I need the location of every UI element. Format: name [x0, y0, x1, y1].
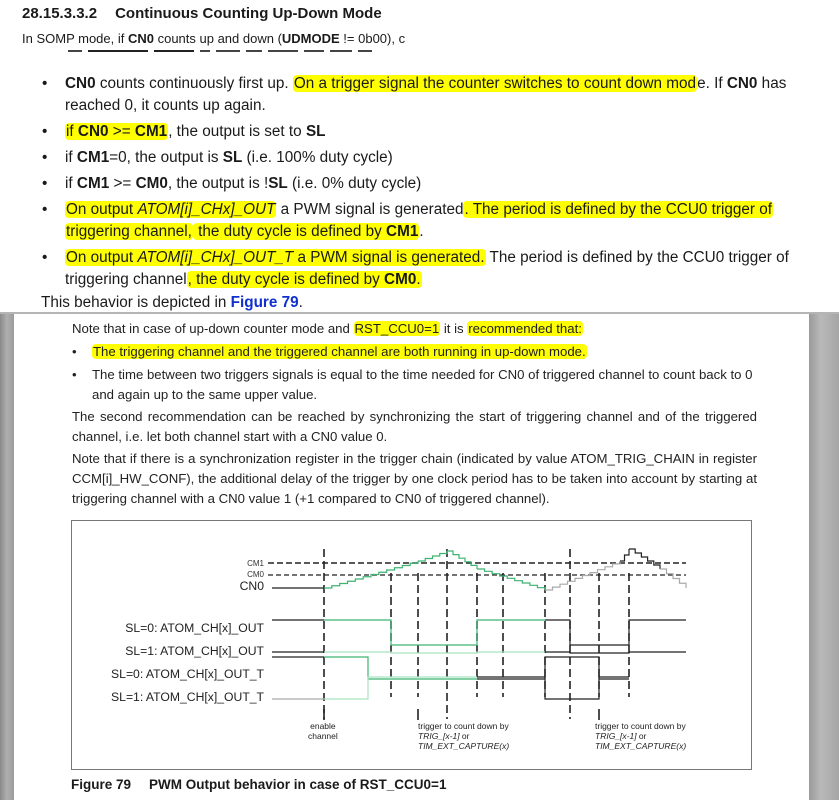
text: The time between two triggers signals is equal to the time needed for CN0 of triggered channel to count back to 0 and again up to the same upper value.: [92, 367, 753, 402]
intro-text: [22, 31, 432, 46]
text: .: [298, 294, 303, 311]
text: , the output is set to: [168, 123, 306, 140]
section-title: Continuous Counting Up-Down Mode: [115, 5, 382, 22]
cn0-ramp-down: [660, 569, 686, 588]
text-italic: ATOM[i]_CHx]_OUT_T: [137, 249, 294, 266]
text-bold: CN0: [726, 75, 758, 92]
section-heading: [22, 5, 382, 22]
section-number: 28.15.3.3.2: [22, 5, 98, 22]
bullet-dot: •: [42, 249, 48, 266]
text: >=: [108, 123, 135, 140]
figure-box: [71, 520, 752, 770]
label-cm0: CM0: [247, 570, 264, 579]
out-sl1-waveform: [545, 652, 686, 653]
bullet-dot: •: [42, 175, 48, 192]
text: =0, the output is: [109, 149, 223, 166]
text-bold: CN0: [65, 75, 96, 92]
text: .: [416, 271, 421, 288]
note-recommendation: [72, 319, 757, 339]
highlight: recommended that:: [468, 321, 582, 336]
highlight: [187, 271, 422, 288]
text-bold: CM0: [135, 175, 168, 192]
highlight: [65, 123, 168, 140]
out-sl0-waveform: [545, 620, 686, 645]
text-bold: CM1: [134, 123, 168, 140]
highlight: The triggering channel and the triggered channel are both running in up-down mode.: [93, 344, 586, 359]
text: In SOMP mode, if: [22, 31, 128, 46]
text-bold: CM0: [384, 271, 417, 288]
annotation-trigger-1: [418, 721, 509, 751]
text-italic: TIM_EXT_CAPTURE(x): [595, 741, 687, 751]
cn0-ramp-up: [620, 549, 629, 561]
text: counts up and down (: [153, 31, 282, 46]
outt-sl0-waveform: [477, 657, 629, 679]
text: On output: [66, 201, 138, 218]
highlight: triggering channel,: [66, 223, 192, 240]
annotation-trigger-2: [595, 721, 686, 751]
bullet-dot: •: [42, 75, 48, 92]
text-bold: SL: [268, 175, 288, 192]
paragraph: Note that if there is a synchronization register in the trigger chain (indicated by value ATOM_TRIG_CHAIN in register CCM[i]_HW_CONF), the additional delay of the trigger by one clock period has to be taken into account by starting at triggering channel with a CN0 value 1 (+1 compared to CN0 of triggered channel).: [72, 451, 757, 506]
behavior-text: [41, 294, 303, 312]
bullet-dot: •: [42, 201, 48, 218]
annotation-enable-channel: [308, 721, 338, 741]
text: if: [66, 123, 78, 140]
text: This behavior is depicted in: [41, 294, 231, 311]
text: enable: [310, 721, 336, 731]
text-bold: CN0: [77, 123, 109, 140]
text: e. If: [697, 75, 727, 92]
text-bold: SL: [305, 123, 326, 140]
text-italic: ATOM[i]_CHx]_OUT: [137, 201, 276, 218]
text: (i.e. 0% duty cycle): [287, 175, 422, 192]
text: has reached 0, it counts up again.: [65, 75, 787, 114]
page-margin-right: [809, 313, 839, 800]
text: On output: [66, 249, 138, 266]
label-cm1: CM1: [247, 559, 264, 568]
label-out-sl1: SL=1: ATOM_CH[x]_OUT: [125, 644, 264, 658]
text: a PWM signal is generated: [276, 201, 464, 218]
text-bold: CM1: [76, 175, 110, 192]
highlight: RST_CCU0=1: [354, 321, 440, 336]
text: The period is defined by the CCU0 trigger of: [485, 249, 789, 266]
text-bold: UDMODE: [281, 31, 340, 46]
text: != 0b00), c: [339, 31, 406, 46]
cn0-ramp-down: [447, 551, 477, 569]
bullet-dot: •: [42, 123, 48, 140]
text: the duty cycle is defined by: [193, 223, 387, 240]
text-italic: TRIG_[x-1]: [595, 731, 637, 741]
text-bold: CM1: [386, 223, 419, 240]
cn0-ramp-down: [477, 569, 545, 590]
text: trigger to count down by: [418, 721, 509, 731]
label-out-sl0: SL=0: ATOM_CH[x]_OUT: [125, 621, 264, 635]
figure-title: PWM Output behavior in case of RST_CCU0=1: [149, 777, 447, 792]
text: if: [65, 175, 77, 192]
text-bold: CN0: [127, 31, 154, 46]
text: or: [636, 731, 647, 741]
figure-number: Figure 79: [71, 777, 132, 792]
highlight: [193, 223, 419, 240]
text: a PWM signal is generated.: [293, 249, 485, 266]
text: , the duty cycle is defined by: [187, 271, 385, 288]
outt-sl0-waveform: [324, 657, 477, 679]
text-italic: TIM_EXT_CAPTURE(x): [418, 741, 510, 751]
bullet-dot: •: [72, 344, 77, 359]
text: Note that in case of up-down counter mode and: [72, 321, 354, 336]
text-italic: TRIG_[x-1]: [418, 731, 460, 741]
page-top-edge: [0, 312, 839, 314]
text: if: [65, 149, 77, 166]
text: (i.e. 100% duty cycle): [242, 149, 393, 166]
text-bold: CM1: [76, 149, 110, 166]
highlight: [65, 201, 276, 218]
text: .: [419, 223, 424, 240]
bullet-dot: •: [42, 149, 48, 166]
cut-off-text-line: [22, 50, 432, 53]
cn0-ramp-up: [418, 551, 447, 561]
label-outt-sl0: SL=0: ATOM_CH[x]_OUT_T: [111, 667, 264, 681]
text-bold: SL: [222, 149, 243, 166]
text: or: [459, 731, 470, 741]
figure-79-link[interactable]: Figure 79: [230, 294, 299, 311]
outt-sl1-waveform: [477, 677, 629, 699]
highlight: [65, 249, 486, 266]
label-cn0: CN0: [239, 579, 264, 593]
out-sl1-waveform: [324, 652, 545, 653]
text: counts continuously first up.: [95, 75, 293, 92]
figure-caption: [71, 777, 446, 792]
text: trigger to count down by: [595, 721, 686, 731]
paragraph: The second recommendation can be reached by synchronizing the start of triggering channel and of the triggered channel, i.e. let both channel start with a CN0 value 0.: [72, 409, 757, 444]
cn0-ramp-up: [324, 561, 418, 588]
bullet-dot: •: [72, 367, 77, 382]
text: channel: [308, 731, 338, 741]
highlight: . The period is defined by the CCU0 trigger of: [464, 201, 773, 218]
text: it is: [440, 321, 468, 336]
out-sl0-waveform: [324, 620, 545, 645]
text: >=: [109, 175, 136, 192]
label-outt-sl1: SL=1: ATOM_CH[x]_OUT_T: [111, 690, 264, 704]
text: triggering channel: [65, 271, 187, 288]
cn0-ramp-down: [629, 549, 660, 569]
text: , the output is !: [167, 175, 269, 192]
page-margin-left: [0, 313, 14, 800]
outt-sl1-waveform: [324, 677, 477, 699]
highlight: On a trigger signal the counter switches to count down mod: [293, 75, 697, 92]
